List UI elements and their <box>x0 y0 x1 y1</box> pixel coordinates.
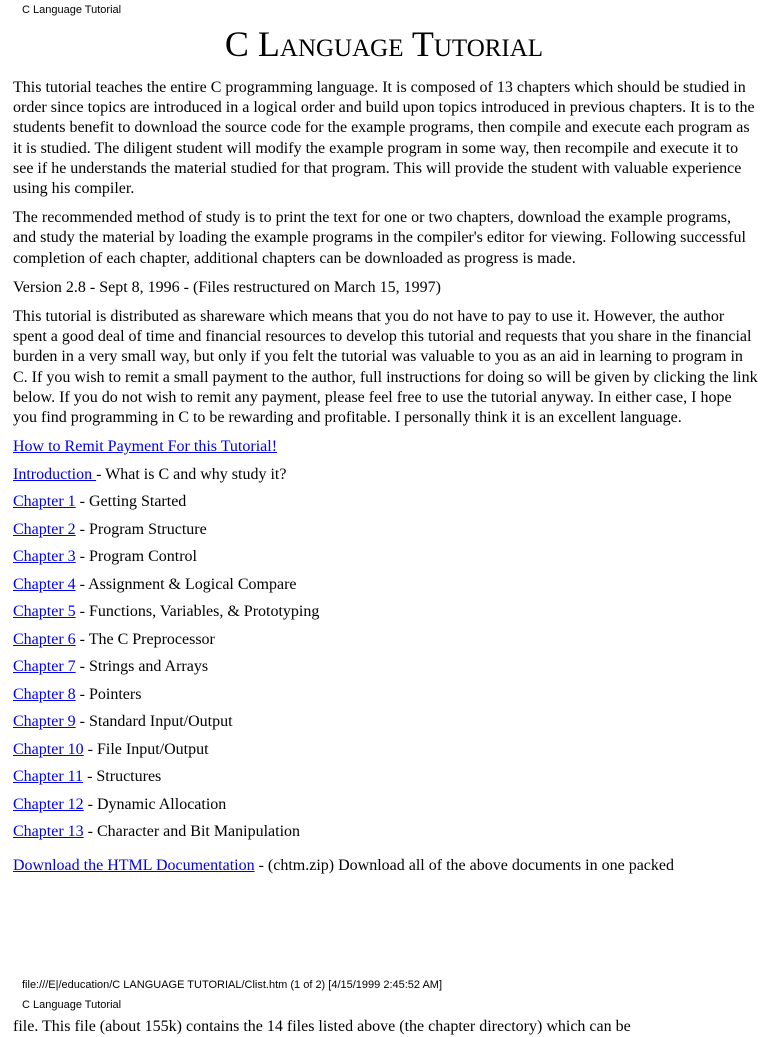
remit-row <box>13 437 758 465</box>
page-footer-url: file:///E|/education/C LANGUAGE TUTORIAL/Clist.htm (1 of 2) [4/15/1999 2:45:52 AM] <box>22 979 443 991</box>
chapter-link[interactable]: Introduction <box>13 465 97 483</box>
chapter-description: - Getting Started <box>75 493 187 511</box>
chapter-row <box>13 547 758 575</box>
chapter-description: - Structures <box>83 768 162 786</box>
chapter-row <box>13 685 758 713</box>
chapter-link[interactable]: Chapter 11 <box>13 768 84 786</box>
chapter-row <box>13 712 758 740</box>
chapter-row <box>13 602 758 630</box>
chapter-row <box>13 740 758 768</box>
chapter-row <box>13 657 758 685</box>
chapter-link[interactable]: Chapter 3 <box>13 548 76 566</box>
version-line: Version 2.8 - Sept 8, 1996 - (Files restructured on March 15, 1997) <box>13 278 441 296</box>
chapter-description: - Program Control <box>75 548 197 566</box>
chapter-rows <box>13 465 758 850</box>
study-method-paragraph: The recommended method of study is to print the text for one or two chapters, download the example programs, and study the material by loading the example programs in the compiler's editor for viewing. Following successful completion of each chapter, additional chapters can be downloaded as progress is made. <box>13 209 746 267</box>
page-running-header: C Language Tutorial <box>22 4 122 16</box>
chapter-description: - The C Preprocessor <box>75 630 215 648</box>
download-row <box>13 856 758 876</box>
main-content <box>13 78 758 876</box>
chapter-description: - Pointers <box>75 685 142 703</box>
chapter-description: - File Input/Output <box>83 740 209 758</box>
chapter-row <box>13 575 758 603</box>
chapter-link[interactable]: Chapter 10 <box>13 740 84 758</box>
chapter-row <box>13 630 758 658</box>
chapter-link[interactable]: Chapter 8 <box>13 685 76 703</box>
chapter-link[interactable]: Chapter 12 <box>13 795 84 813</box>
intro-paragraph: This tutorial teaches the entire C programming language. It is composed of 13 chapters which should be studied in order since topics are introduced in a logical order and build upon topics introduced in previous chapters. It is to the students benefit to download the source code for the example programs, then compile and execute each program as it is studied. The diligent student will modify the example program in some way, then recompile and execute it to see if he understands the material studied for that program. This will provide the student with valuable experience using his compiler. <box>13 79 755 198</box>
chapter-description: - Dynamic Allocation <box>83 795 227 813</box>
chapter-row <box>13 465 758 493</box>
chapter-description: - Standard Input/Output <box>75 713 233 731</box>
chapter-link[interactable]: Chapter 4 <box>13 575 76 593</box>
chapter-row <box>13 492 758 520</box>
chapter-description: - Character and Bit Manipulation <box>83 823 301 841</box>
chapter-link[interactable]: Chapter 7 <box>13 658 76 676</box>
chapter-row <box>13 822 758 850</box>
download-description: - (chtm.zip) Download all of the above documents in one packed <box>254 856 674 874</box>
remit-payment-link[interactable]: How to Remit Payment For this Tutorial! <box>13 438 278 456</box>
chapter-description: - Strings and Arrays <box>75 658 209 676</box>
next-page-running-header: C Language Tutorial <box>22 999 122 1011</box>
chapter-link[interactable]: Chapter 1 <box>13 493 76 511</box>
page-title: C Language Tutorial <box>224 24 544 64</box>
chapter-description: - Assignment & Logical Compare <box>75 575 297 593</box>
cutoff-text-line: file. This file (about 155k) contains the 14 files listed above (the chapter directory) which can be <box>13 1018 631 1035</box>
download-documentation-link[interactable]: Download the HTML Documentation <box>13 856 255 874</box>
chapter-description: - Functions, Variables, & Prototyping <box>75 603 320 621</box>
chapter-description: - What is C and why study it? <box>96 465 287 483</box>
chapter-row <box>13 795 758 823</box>
chapter-link[interactable]: Chapter 13 <box>13 823 84 841</box>
chapter-description: - Program Structure <box>75 520 207 538</box>
shareware-paragraph: This tutorial is distributed as shareware which means that you do not have to pay to use it. However, the author spent a good deal of time and financial resources to develop this tutorial and requests that you share in the financial burden in a very small way, but only if you felt the tutorial was valuable to you as an aid in learning to program in C. If you wish to remit a small payment to the author, full instructions for doing so will be given by clicking the link below. If you do not wish to remit any payment, please feel free to use the tutorial anyway. In either case, I hope you find programming in C to be rewarding and profitable. I personally think it is an excellent language. <box>13 308 758 427</box>
chapter-row <box>13 767 758 795</box>
chapter-link[interactable]: Chapter 5 <box>13 603 76 621</box>
chapter-row <box>13 520 758 548</box>
chapter-links-list <box>13 437 758 850</box>
chapter-link[interactable]: Chapter 6 <box>13 630 76 648</box>
chapter-link[interactable]: Chapter 2 <box>13 520 76 538</box>
chapter-link[interactable]: Chapter 9 <box>13 713 76 731</box>
